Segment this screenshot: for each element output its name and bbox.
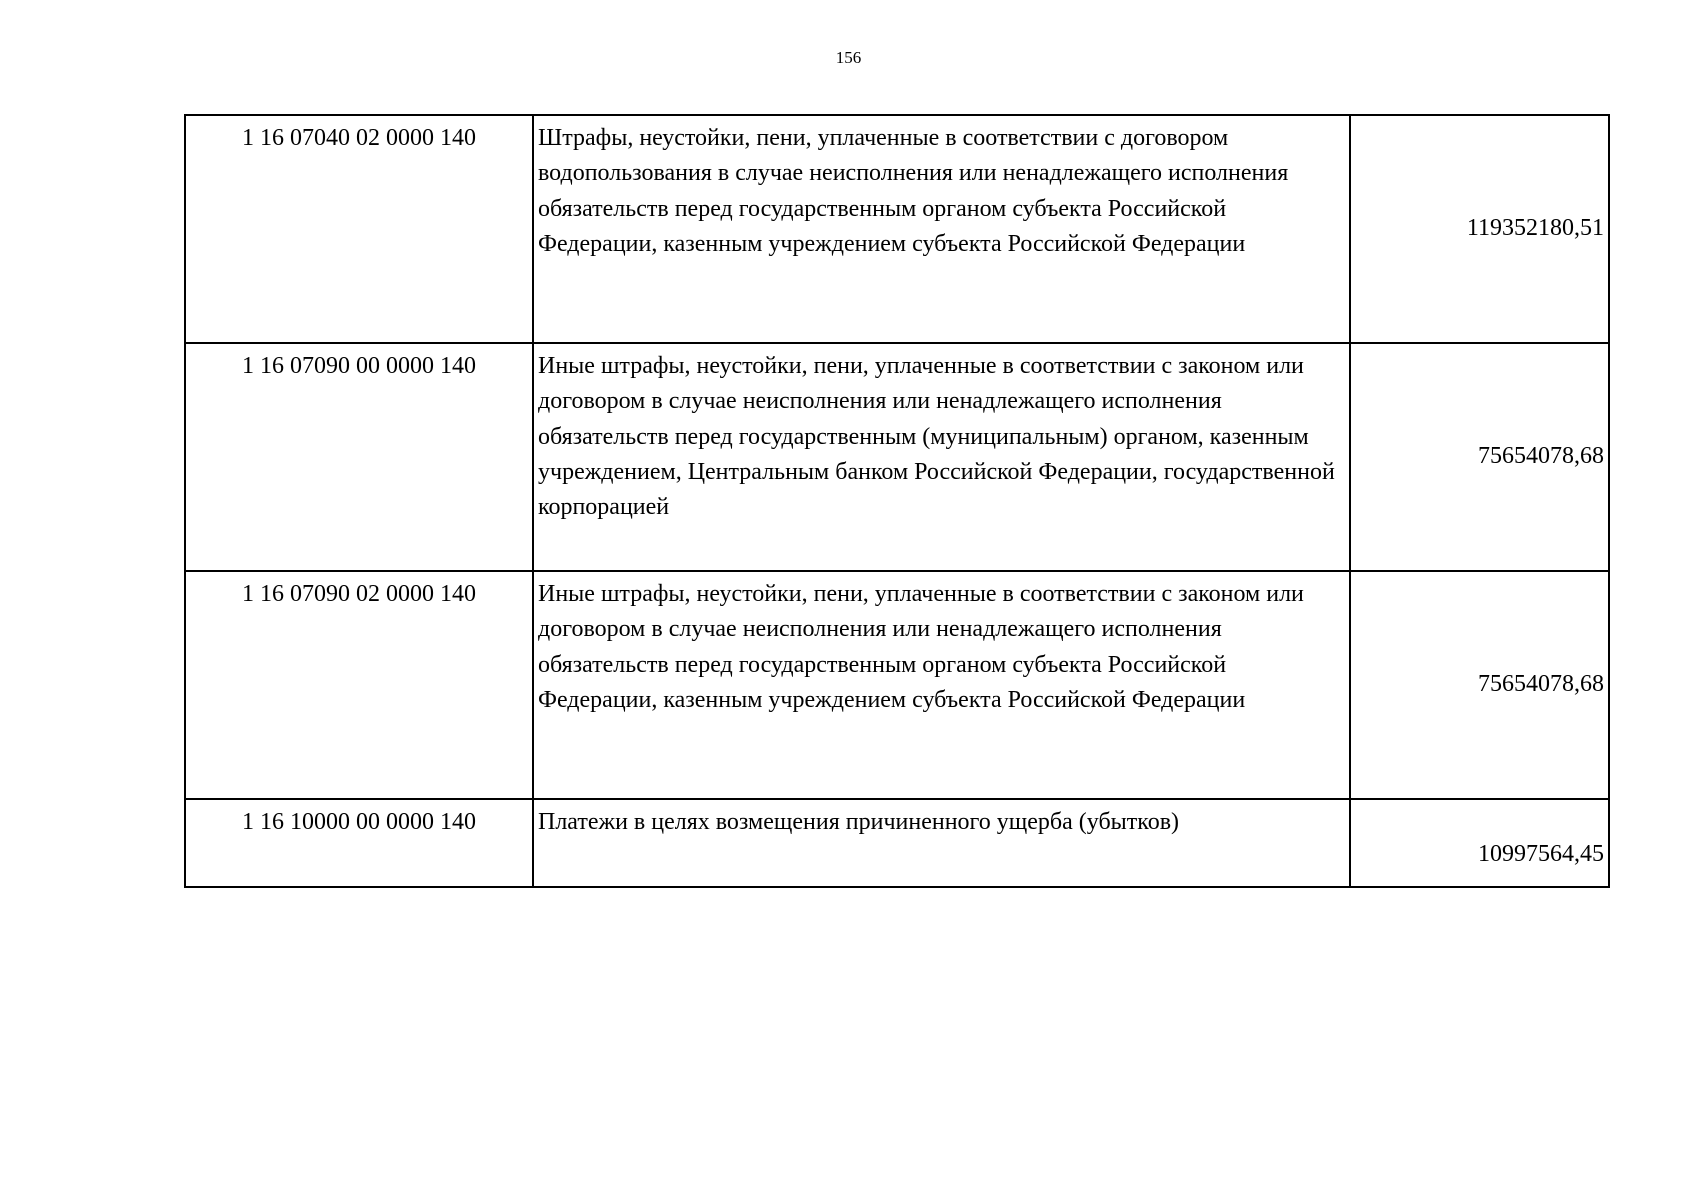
amount-cell: 75654078,68 [1350,571,1609,799]
budget-code-cell: 1 16 07090 00 0000 140 [185,343,533,571]
table-row [185,343,1609,571]
revenue-table [184,114,1610,888]
budget-code-cell: 1 16 07040 02 0000 140 [185,115,533,343]
page-number: 156 [835,48,862,67]
description-cell: Платежи в целях возмещения причиненного ущерба (убытков) [533,799,1350,887]
amount-cell: 75654078,68 [1350,343,1609,571]
description-cell: Штрафы, неустойки, пени, уплаченные в соответствии с договором водопользования в случае неисполнения или ненадлежащего исполнения обязательств перед государственным органом субъекта Российской Федерации, казенным учреждением субъекта Российской Федерации [533,115,1350,343]
table-row [185,115,1609,343]
table-row [185,571,1609,799]
description-cell: Иные штрафы, неустойки, пени, уплаченные в соответствии с законом или договором в случае неисполнения или ненадлежащего исполнения обязательств перед государственным (муниципальным) органом, казенным учреждением, Центральным банком Российской Федерации, государственной корпорацией [533,343,1350,571]
budget-code-cell: 1 16 10000 00 0000 140 [185,799,533,887]
budget-code-cell: 1 16 07090 02 0000 140 [185,571,533,799]
amount-cell: 119352180,51 [1350,115,1609,343]
description-cell: Иные штрафы, неустойки, пени, уплаченные в соответствии с законом или договором в случае неисполнения или ненадлежащего исполнения обязательств перед государственным органом субъекта Российской Федерации, казенным учреждением субъекта Российской Федерации [533,571,1350,799]
amount-cell: 10997564,45 [1350,799,1609,887]
table-row [185,799,1609,887]
